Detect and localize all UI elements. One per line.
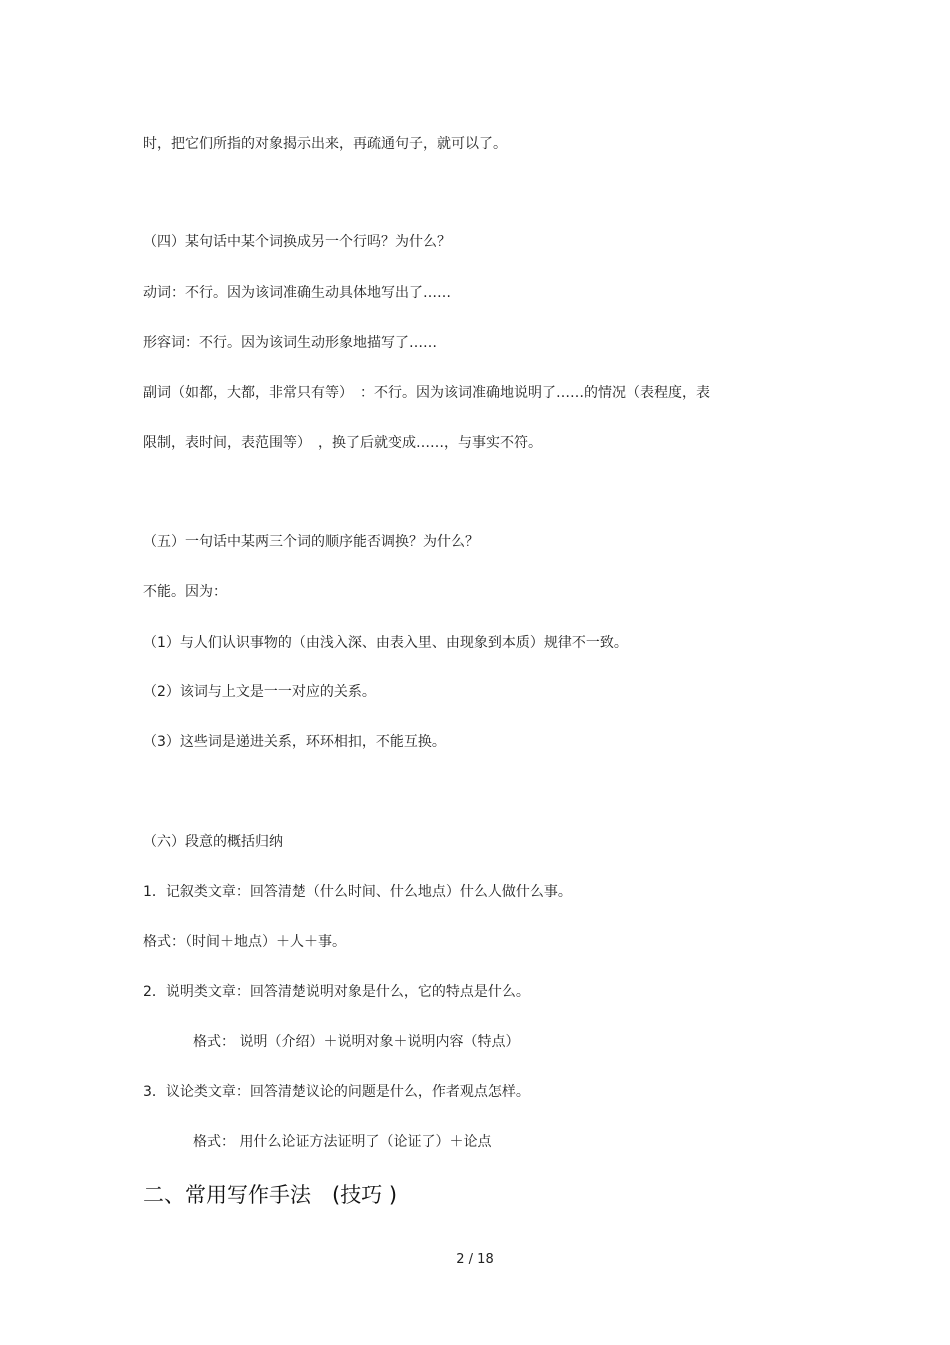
argumentative-format: 格式： 用什么论证方法证明了（论证了）＋论点 xyxy=(193,1134,492,1150)
adjective-answer: 形容词：不行。因为该词生动形象地描写了…… xyxy=(143,335,437,351)
adverb-answer-line-1: 副词（如都，大都，非常只有等） ：不行。因为该词准确地说明了……的情况（表程度，表 xyxy=(143,385,710,401)
list-item: （2）该词与上文是一一对应的关系。 xyxy=(143,684,376,700)
continuation-text: 时，把它们所指的对象揭示出来，再疏通句子，就可以了。 xyxy=(143,136,507,152)
section-4-title: （四）某句话中某个词换成另一个行吗？为什么？ xyxy=(143,234,451,250)
list-item: （3）这些词是递进关系，环环相扣，不能互换。 xyxy=(143,734,446,750)
section-5-answer: 不能。因为： xyxy=(143,584,227,600)
argumentative-item: 3．议论类文章：回答清楚议论的问题是什么，作者观点怎样。 xyxy=(143,1084,530,1100)
expository-format: 格式： 说明（介绍）＋说明对象＋说明内容（特点） xyxy=(193,1034,520,1050)
section-5-title: （五）一句话中某两三个词的顺序能否调换？为什么？ xyxy=(143,534,479,550)
list-item: （1）与人们认识事物的（由浅入深、由表入里、由现象到本质）规律不一致。 xyxy=(143,635,628,651)
expository-item: 2．说明类文章：回答清楚说明对象是什么，它的特点是什么。 xyxy=(143,984,530,1000)
page-number: 2 / 18 xyxy=(456,1252,494,1267)
section-6-title: （六）段意的概括归纳 xyxy=(143,834,283,850)
section-heading-2: 二、常用写作手法 (技巧 ) xyxy=(143,1183,398,1207)
narrative-format: 格式：（时间＋地点）＋人＋事。 xyxy=(143,934,346,950)
verb-answer: 动词：不行。因为该词准确生动具体地写出了…… xyxy=(143,285,451,301)
narrative-item: 1．记叙类文章：回答清楚（什么时间、什么地点）什么人做什么事。 xyxy=(143,884,572,900)
adverb-answer-line-2: 限制，表时间，表范围等） ，换了后就变成……，与事实不符。 xyxy=(143,435,542,451)
